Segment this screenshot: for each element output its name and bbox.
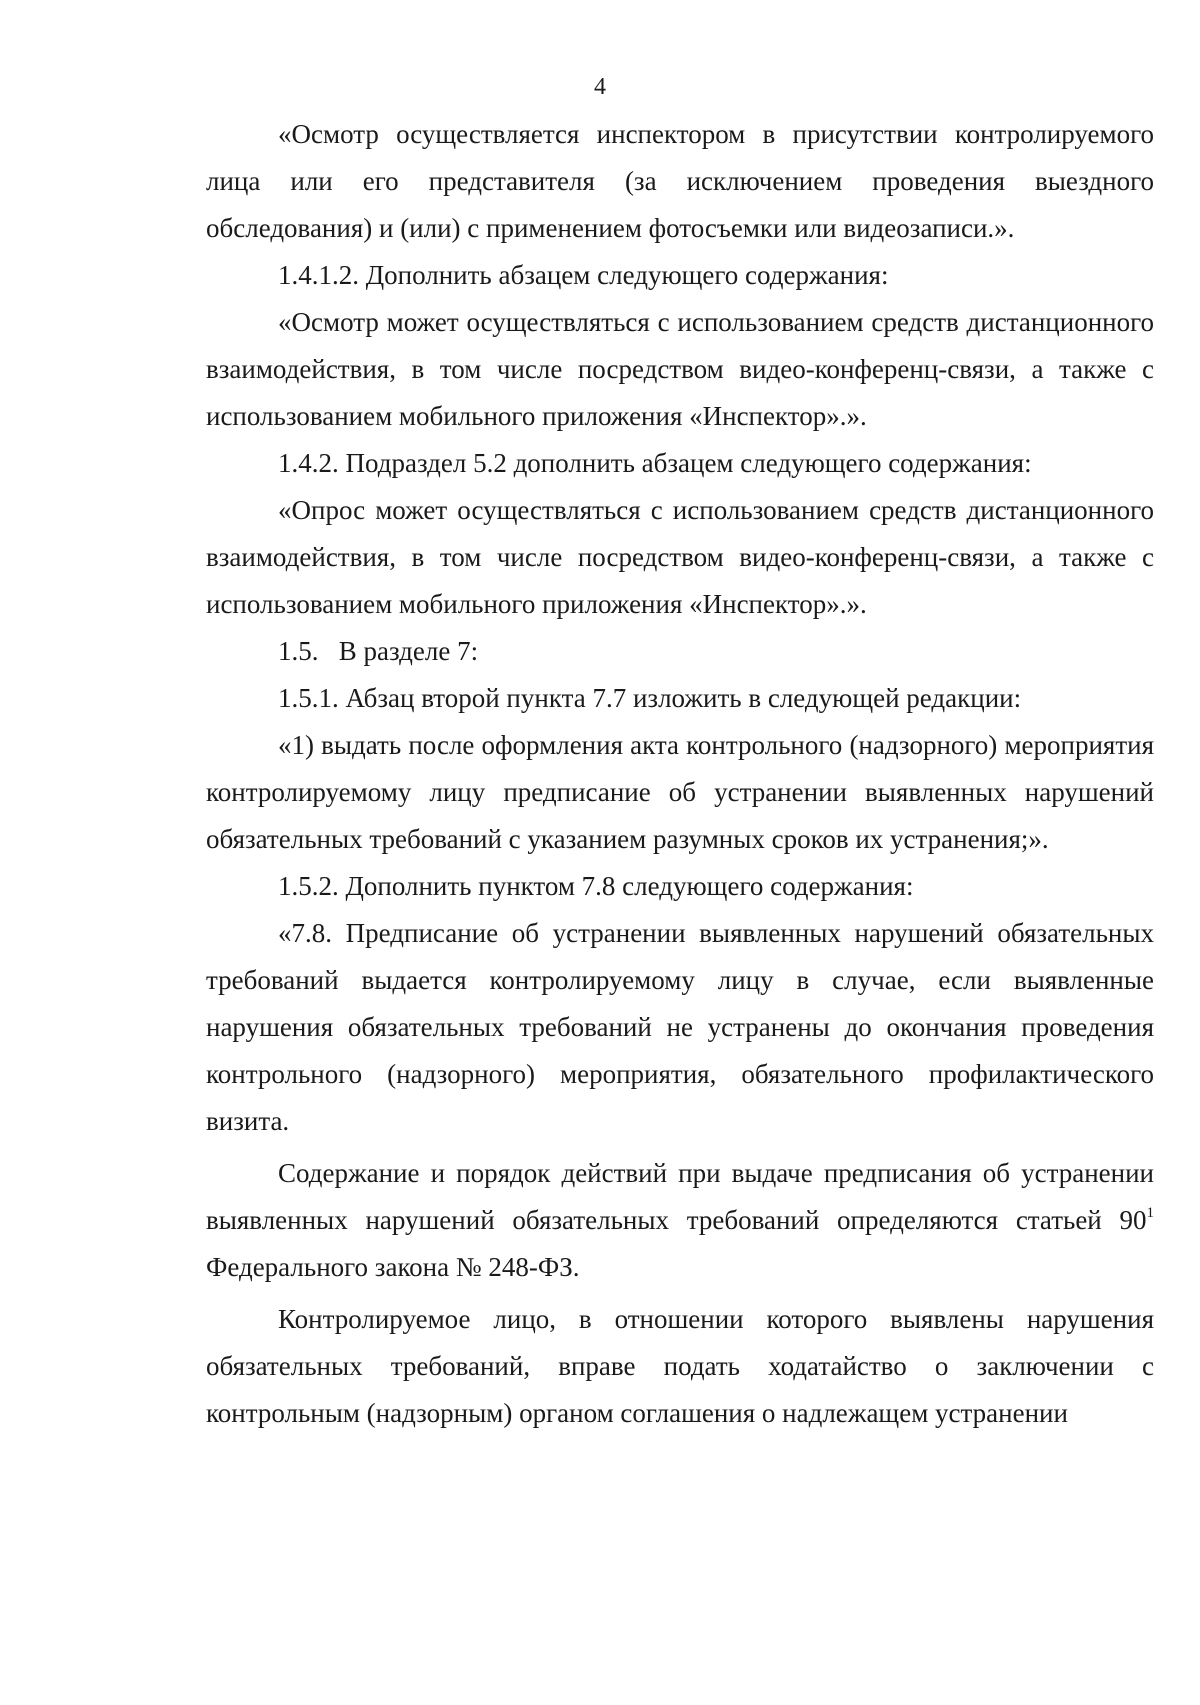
article-superscript: 1 xyxy=(1146,1205,1154,1221)
document-body xyxy=(206,111,1154,1437)
paragraph-prescription-procedure xyxy=(206,1150,1154,1291)
paragraph-1-5-1: 1.5.1. Абзац второй пункта 7.7 изложить в следующей редакции: xyxy=(278,683,1022,713)
paragraph-1-5-2: 1.5.2. Дополнить пунктом 7.8 следующего содержания: xyxy=(278,871,914,901)
procedure-text-after: Федерального закона № 248-ФЗ. xyxy=(206,1252,580,1282)
paragraph-1-4-1-2: 1.4.1.2. Дополнить абзацем следующего содержания: xyxy=(278,260,889,290)
procedure-text-before: Содержание и порядок действий при выдаче предписания об устранении выявленных нарушений обязательных требований определяются статьей 90 xyxy=(206,1158,1154,1235)
paragraph-inspection-remote: «Осмотр может осуществляться с использованием средств дистанционного взаимодействия, в том числе посредством видео-конференц-связи, а также с использованием мобильного приложения «Инспектор».». xyxy=(206,307,1154,431)
page-number: 4 xyxy=(594,74,606,100)
paragraph-survey-remote: «Опрос может осуществляться с использованием средств дистанционного взаимодействия, в том числе посредством видео-конференц-связи, а также с использованием мобильного приложения «Инспектор».». xyxy=(206,495,1154,619)
paragraph-1-5: 1.5. В разделе 7: xyxy=(278,636,479,666)
paragraph-issue-prescription: «1) выдать после оформления акта контрольного (надзорного) мероприятия контролируемому лицу предписание об устранении выявленных нарушений обязательных требований с указанием разумных сроков их устранения;». xyxy=(206,730,1154,854)
paragraph-7-8: «7.8. Предписание об устранении выявленных нарушений обязательных требований выдается контролируемому лицу в случае, если выявленные нарушения обязательных требований не устранены до окончания проведения контрольного (надзорного) мероприятия, обязательного профилактического визита. xyxy=(206,918,1154,1136)
paragraph-controlled-person-petition: Контролируемое лицо, в отношении которого выявлены нарушения обязательных требований, вправе подать ходатайство о заключении с контрольным (надзорным) органом соглашения о надлежащем устранении xyxy=(206,1304,1154,1428)
paragraph-inspection-presence: «Осмотр осуществляется инспектором в присутствии контролируемого лица или его представителя (за исключением проведения выездного обследования) и (или) с применением фотосъемки или видеозаписи.». xyxy=(206,119,1154,243)
paragraph-1-4-2: 1.4.2. Подраздел 5.2 дополнить абзацем следующего содержания: xyxy=(278,448,1032,478)
